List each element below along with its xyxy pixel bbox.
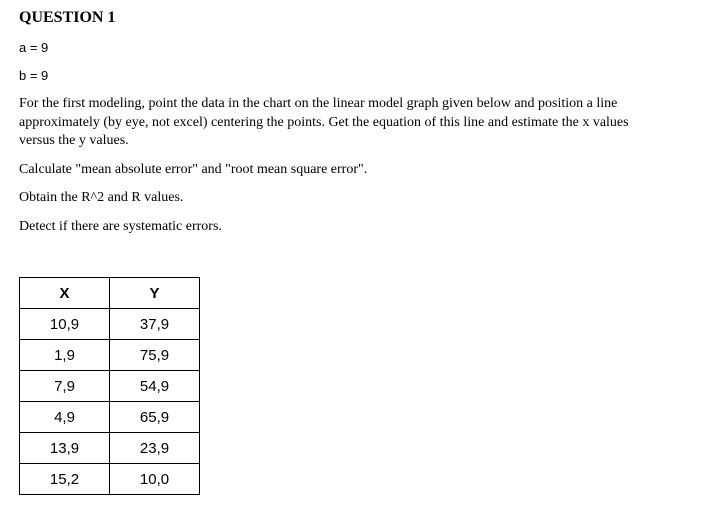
cell-x: 4,9 [20, 402, 110, 433]
table-header-row [20, 278, 200, 309]
data-table [19, 277, 200, 495]
variable-b: b = 9 [19, 68, 49, 83]
header-x: X [20, 278, 110, 309]
cell-y: 54,9 [110, 371, 200, 402]
cell-y: 75,9 [110, 340, 200, 371]
cell-x: 1,9 [20, 340, 110, 371]
table-row [20, 464, 200, 495]
question-title: QUESTION 1 [19, 9, 116, 26]
table-row [20, 340, 200, 371]
table-row [20, 371, 200, 402]
cell-x: 10,9 [20, 309, 110, 340]
cell-y: 23,9 [110, 433, 200, 464]
r-values-paragraph: Obtain the R^2 and R values. [19, 190, 184, 205]
table-row [20, 309, 200, 340]
error-paragraph: Calculate "mean absolute error" and "root mean square error". [19, 162, 368, 177]
systematic-errors-paragraph: Detect if there are systematic errors. [19, 219, 222, 234]
cell-y: 65,9 [110, 402, 200, 433]
cell-x: 7,9 [20, 371, 110, 402]
table-row [20, 402, 200, 433]
cell-x: 13,9 [20, 433, 110, 464]
variable-a: a = 9 [19, 40, 49, 55]
cell-x: 15,2 [20, 464, 110, 495]
header-y: Y [110, 278, 200, 309]
cell-y: 37,9 [110, 309, 200, 340]
instructions-paragraph: For the first modeling, point the data in the chart on the linear model graph given below and position a line approximately (by eye, not excel) centering the points. Get the equation of this line and estimate the x values versus the y values. [19, 96, 629, 148]
table-row [20, 433, 200, 464]
cell-y: 10,0 [110, 464, 200, 495]
